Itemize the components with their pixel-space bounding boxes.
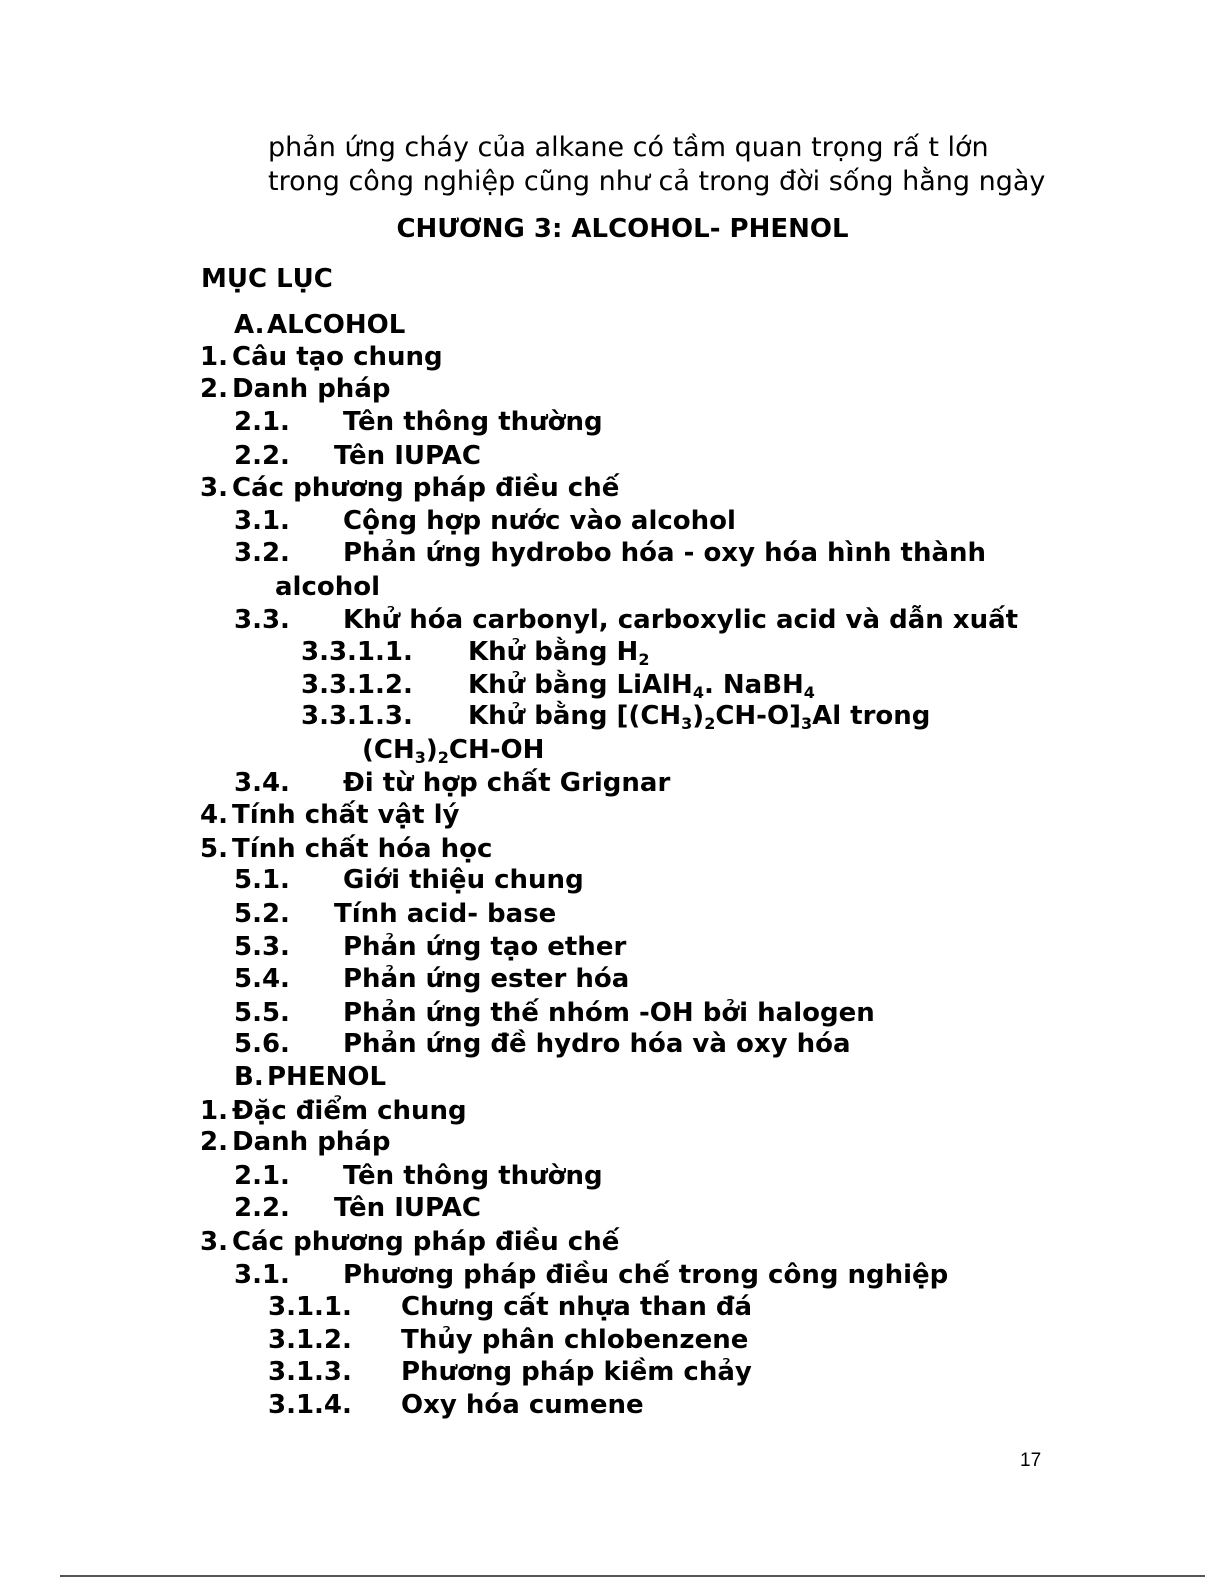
toc-label: alcohol xyxy=(275,572,381,602)
label-text: (CH xyxy=(362,735,415,765)
toc-number: 2.2. xyxy=(234,1193,290,1223)
chapter-title: CHƯƠNG 3: ALCOHOL- PHENOL xyxy=(396,214,849,244)
toc-number: 5.5. xyxy=(234,998,290,1028)
toc-label: Tên IUPAC xyxy=(334,441,481,471)
toc-label: Danh pháp xyxy=(232,374,391,404)
toc-label: Tính chất hóa học xyxy=(232,834,493,864)
toc-number: 2.2. xyxy=(234,441,290,471)
subscript: 2 xyxy=(638,650,650,669)
toc-number: 2. xyxy=(200,374,228,404)
toc-number: 3.3.1.3. xyxy=(301,701,413,731)
toc-label: Phản ứng đề hydro hóa và oxy hóa xyxy=(343,1029,851,1059)
toc-label: Phản ứng ester hóa xyxy=(343,964,630,994)
toc-label: Đặc điểm chung xyxy=(232,1096,467,1126)
toc-number: 3.1.4. xyxy=(268,1390,352,1420)
label-text: CH-OH xyxy=(448,735,545,765)
label-text: Khử bằng [(CH xyxy=(468,701,682,731)
subscript: 2 xyxy=(437,748,449,767)
toc-number: 3. xyxy=(200,473,228,503)
toc-number: 3.3. xyxy=(234,605,290,635)
toc-label: Các phương pháp điều chế xyxy=(232,1227,620,1257)
toc-title: MỤC LỤC xyxy=(201,264,333,294)
label-text: ) xyxy=(425,735,438,765)
page-number: 17 xyxy=(1020,1450,1042,1471)
toc-label: Khử hóa carbonyl, carboxylic acid và dẫn xuất xyxy=(343,605,1019,635)
toc-label: Tính chất vật lý xyxy=(232,800,460,830)
toc-number: 1. xyxy=(200,1096,228,1126)
toc-number: 3.1.2. xyxy=(268,1325,352,1355)
subscript: 3 xyxy=(414,748,426,767)
label-text: Al trong xyxy=(812,701,931,731)
toc-number: 3.1. xyxy=(234,506,290,536)
subscript: 3 xyxy=(681,714,693,733)
toc-label: PHENOL xyxy=(267,1062,387,1092)
toc-number: 4. xyxy=(200,800,228,830)
toc-label: Tên thông thường xyxy=(343,407,603,437)
toc-label: Cộng hợp nước vào alcohol xyxy=(343,506,736,536)
toc-label: Phương pháp kiềm chảy xyxy=(401,1357,752,1387)
label-text: Khử bằng LiAlH xyxy=(468,670,693,700)
toc-number: 5.2. xyxy=(234,899,290,929)
subscript: 3 xyxy=(800,714,813,733)
toc-number: 3. xyxy=(200,1227,228,1257)
intro-line-2: trong công nghiệp cũng như cả trong đời sống hằng ngày xyxy=(268,166,1046,197)
footer-divider xyxy=(60,1575,1205,1577)
toc-number: 5. xyxy=(200,834,228,864)
toc-label: Tên thông thường xyxy=(343,1161,603,1191)
toc-label: Chưng cất nhựa than đá xyxy=(401,1292,753,1322)
toc-number: 3.1.1. xyxy=(268,1292,352,1322)
label-text: . NaBH xyxy=(703,670,804,700)
toc-label: Thủy phân chlobenzene xyxy=(401,1325,749,1355)
toc-label: Danh pháp xyxy=(232,1127,391,1157)
toc-number: A. xyxy=(234,310,265,340)
toc-label: Phương pháp điều chế trong công nghiệp xyxy=(343,1260,949,1290)
toc-number: 3.1. xyxy=(234,1260,290,1290)
label-text: Khử bằng H xyxy=(468,637,639,667)
toc-number: 3.3.1.2. xyxy=(301,670,413,700)
toc-label: Tên IUPAC xyxy=(334,1193,481,1223)
toc-number: 5.4. xyxy=(234,964,290,994)
toc-label: Câu tạo chung xyxy=(232,342,443,372)
toc-number: 2.1. xyxy=(234,1161,290,1191)
toc-number: 3.4. xyxy=(234,768,290,798)
label-text: CH-O] xyxy=(715,701,801,731)
toc-number: B. xyxy=(234,1062,264,1092)
toc-number: 3.2. xyxy=(234,538,290,568)
toc-label: Phản ứng thế nhóm -OH bởi halogen xyxy=(343,998,875,1028)
toc-number: 5.3. xyxy=(234,932,290,962)
toc-label: Oxy hóa cumene xyxy=(401,1390,644,1420)
intro-line-1: phản ứng cháy của alkane có tầm quan trọng rấ t lớn xyxy=(268,132,989,163)
toc-number: 2. xyxy=(200,1127,228,1157)
toc-label: Đi từ hợp chất Grignar xyxy=(343,768,671,798)
toc-number: 3.3.1.1. xyxy=(301,637,413,667)
toc-number: 5.6. xyxy=(234,1029,290,1059)
toc-label: Phản ứng tạo ether xyxy=(343,932,627,962)
toc-number: 3.1.3. xyxy=(268,1357,352,1387)
toc-label: Giới thiệu chung xyxy=(343,865,584,895)
toc-item-a3-2-continued xyxy=(275,570,380,604)
toc-label: Tính acid- base xyxy=(334,899,557,929)
toc-label: Các phương pháp điều chế xyxy=(232,473,620,503)
toc-number: 5.1. xyxy=(234,865,290,895)
subscript: 4 xyxy=(692,683,704,702)
label-text: ) xyxy=(692,701,705,731)
subscript: 4 xyxy=(803,683,815,702)
toc-number: 1. xyxy=(200,342,228,372)
toc-number: 2.1. xyxy=(234,407,290,437)
intro-paragraph xyxy=(268,131,1068,199)
toc-label: ALCOHOL xyxy=(267,310,406,340)
toc-label: Phản ứng hydrobo hóa - oxy hóa hình thành xyxy=(343,538,987,568)
subscript: 2 xyxy=(704,714,716,733)
